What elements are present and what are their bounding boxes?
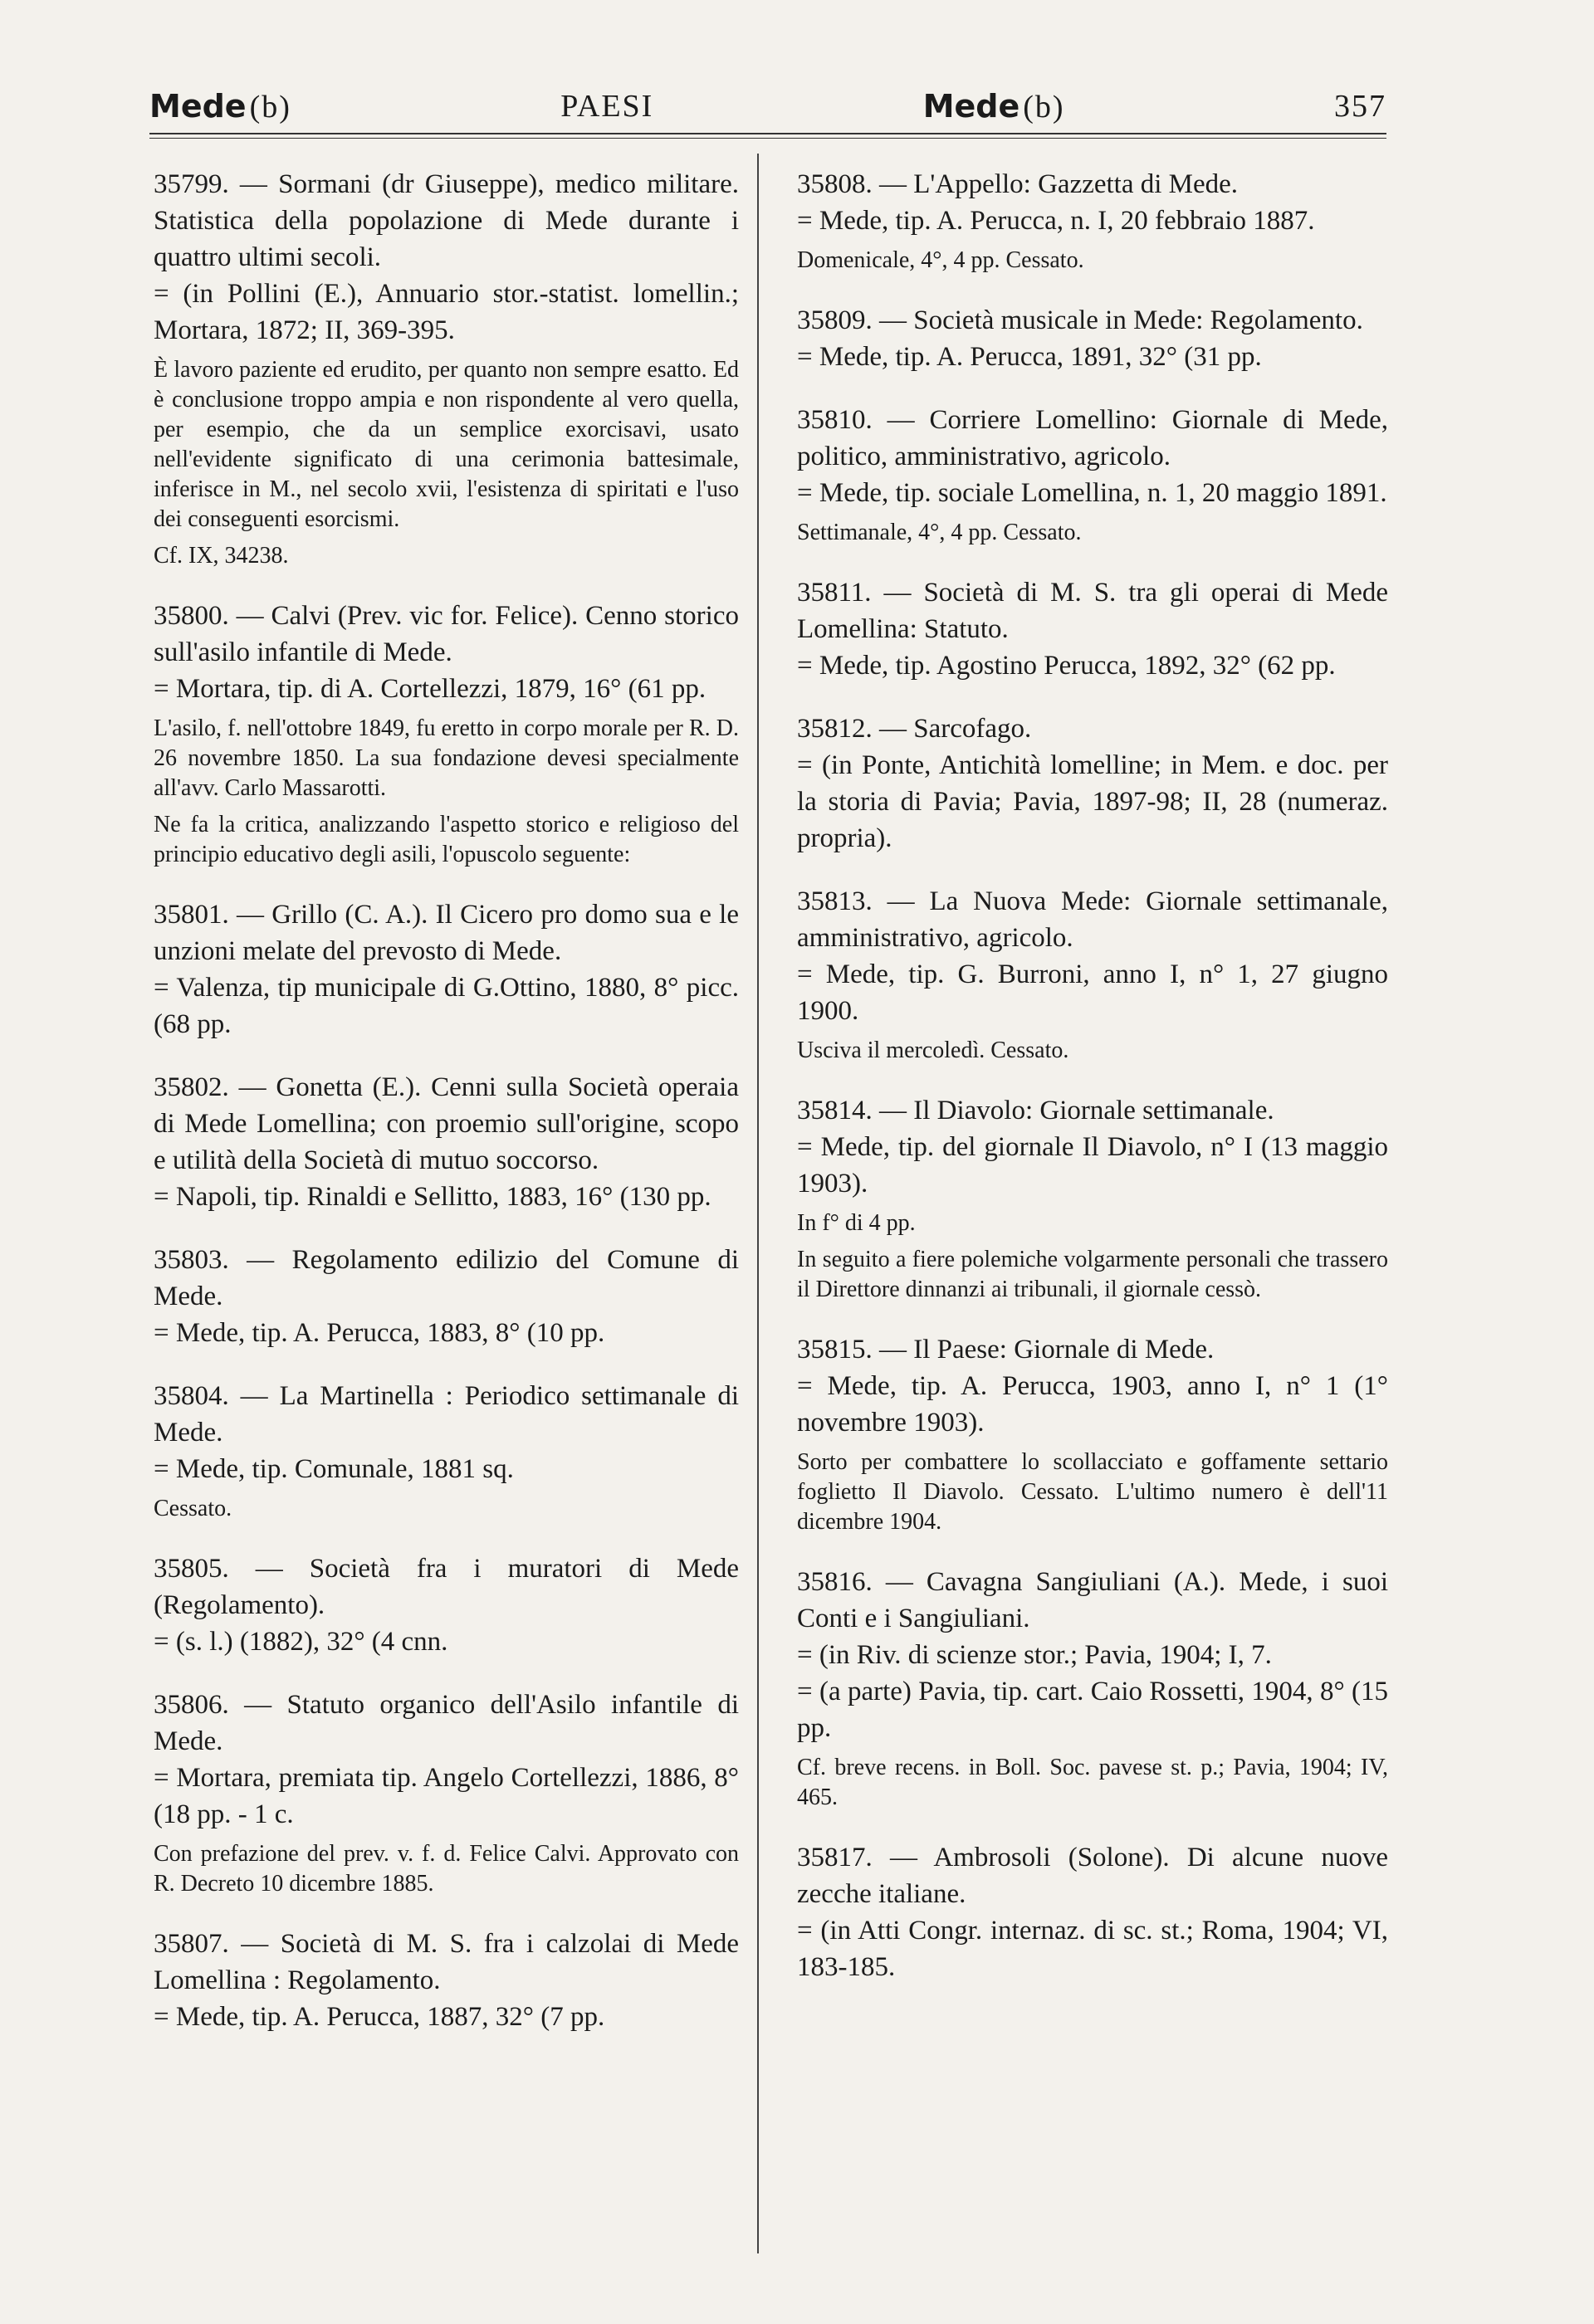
entry-heading: 35811. — Società di M. S. tra gli operai di Mede Lomellina: Statuto.	[797, 578, 1388, 644]
entry-heading: 35801. — Grillo (C. A.). Il Cicero pro domo sua e le unzioni melate del prevosto di Mede.	[154, 900, 739, 966]
bibliography-entry	[797, 1839, 1388, 1985]
entry-note: Settimanale, 4°, 4 pp. Cessato.	[797, 520, 1082, 545]
entry-heading: 35804. — La Martinella : Periodico settimanale di Mede.	[154, 1381, 739, 1448]
header-right-title: Mede	[922, 87, 1020, 124]
left-column	[154, 166, 739, 2062]
bibliography-entry	[797, 883, 1388, 1066]
bibliography-entry	[797, 574, 1388, 684]
bibliography-entry	[797, 402, 1388, 548]
entry-note: Sorto per combattere lo scollacciato e goffamente settario foglietto Il Diavolo. Cessato. L'ultimo numero è dell'11 dicembre 1904.	[797, 1449, 1388, 1535]
entry-imprint: = (in Pollini (E.), Annuario stor.-statist. lomellin.; Mortara, 1872; II, 369-395.	[154, 279, 739, 345]
header-right-sub: (b)	[1023, 89, 1065, 124]
bibliography-entry	[154, 896, 739, 1042]
entry-heading: 35799. — Sormani (dr Giuseppe), medico militare. Statistica della popolazione di Mede durante i quattro ultimi secoli.	[154, 169, 739, 272]
page-header	[149, 83, 1386, 129]
header-rule	[149, 133, 1386, 139]
bibliography-entry	[154, 1378, 739, 1524]
entry-heading: 35800. — Calvi (Prev. vic for. Felice). Cenno storico sull'asilo infantile di Mede.	[154, 601, 739, 667]
entry-note: Cessato.	[154, 1496, 232, 1521]
entry-imprint: = (in Atti Congr. internaz. di sc. st.; Roma, 1904; VI, 183-185.	[797, 1916, 1388, 1982]
bibliography-entry	[797, 1564, 1388, 1813]
entry-heading: 35810. — Corriere Lomellino: Giornale di Mede, politico, amministrativo, agricolo.	[797, 405, 1388, 471]
entry-heading: 35802. — Gonetta (E.). Cenni sulla Società operaia di Mede Lomellina; con proemio sull'origine, scopo e utilità della Società di mutuo soccorso.	[154, 1072, 739, 1175]
bibliography-entry	[154, 166, 739, 571]
page-number: 357	[1333, 89, 1386, 124]
entry-heading: 35809. — Società musicale in Mede: Regolamento.	[797, 305, 1363, 335]
entry-imprint: = Napoli, tip. Rinaldi e Sellitto, 1883, 16° (130 pp.	[154, 1182, 711, 1212]
bibliography-entry	[154, 598, 739, 870]
column-divider	[757, 154, 759, 2253]
entry-imprint: = Mede, tip. A. Perucca, 1903, anno I, n° 1 (1° novembre 1903).	[797, 1371, 1388, 1438]
entry-note: Domenicale, 4°, 4 pp. Cessato.	[797, 247, 1084, 273]
header-right	[923, 88, 1065, 125]
header-center: PAESI	[560, 89, 654, 124]
entry-heading: 35817. — Ambrosoli (Solone). Di alcune nuove zecche italiane.	[797, 1843, 1388, 1909]
entry-imprint: = Mede, tip. sociale Lomellina, n. 1, 20 maggio 1891.	[797, 478, 1387, 508]
entry-heading: 35815. — Il Paese: Giornale di Mede.	[797, 1335, 1215, 1365]
entry-imprint: = Mede, tip. A. Perucca, n. I, 20 febbraio 1887.	[797, 206, 1315, 236]
bibliography-entry	[154, 1550, 739, 1660]
entry-note: L'asilo, f. nell'ottobre 1849, fu eretto in corpo morale per R. D. 26 novembre 1850. La sua fondazione devesi specialmente all'avv. Carlo Massarotti.	[154, 715, 739, 801]
entry-imprint: = Mede, tip. Agostino Perucca, 1892, 32° (62 pp.	[797, 651, 1336, 681]
entry-imprint: = (in Ponte, Antichità lomelline; in Mem. e doc. per la storia di Pavia; Pavia, 1897-98; II, 28 (numeraz. propria).	[797, 750, 1388, 853]
entry-heading: 35812. — Sarcofago.	[797, 714, 1032, 744]
bibliography-entry	[154, 1926, 739, 2035]
header-left-sub: (b)	[249, 89, 291, 124]
entry-heading: 35816. — Cavagna Sangiuliani (A.). Mede, i suoi Conti e i Sangiuliani.	[797, 1567, 1388, 1633]
bibliography-entry	[154, 1242, 739, 1351]
header-left-title: Mede	[149, 87, 247, 124]
entry-heading: 35813. — La Nuova Mede: Giornale settimanale, amministrativo, agricolo.	[797, 886, 1388, 953]
bibliography-entry	[797, 166, 1388, 276]
entry-imprint: = Mede, tip. A. Perucca, 1883, 8° (10 pp.	[154, 1318, 605, 1348]
entry-imprint: = Mede, tip. G. Burroni, anno I, n° 1, 27 giugno 1900.	[797, 959, 1388, 1026]
bibliography-entry	[797, 1092, 1388, 1305]
bibliography-entry	[797, 1331, 1388, 1537]
entry-note: In seguito a fiere polemiche volgarmente personali che trassero il Direttore dinnanzi ai tribunali, il giornale cessò.	[797, 1247, 1388, 1302]
entry-heading: 35806. — Statuto organico dell'Asilo infantile di Mede.	[154, 1690, 739, 1756]
entry-note: Ne fa la critica, analizzando l'aspetto storico e religioso del principio educativo degli asili, l'opuscolo seguente:	[154, 812, 739, 867]
entry-heading: 35807. — Società di M. S. fra i calzolai di Mede Lomellina : Regolamento.	[154, 1929, 739, 1995]
entry-note: Usciva il mercoledì. Cessato.	[797, 1038, 1069, 1063]
entry-heading: 35805. — Società fra i muratori di Mede (Regolamento).	[154, 1554, 739, 1620]
entry-note: Con prefazione del prev. v. f. d. Felice Calvi. Approvato con R. Decreto 10 dicembre 1885.	[154, 1841, 739, 1897]
entry-imprint: = (s. l.) (1882), 32° (4 cnn.	[154, 1627, 448, 1657]
entry-note: È lavoro paziente ed erudito, per quanto non sempre esatto. Ed è conclusione troppo ampia e non rispondente al vero quella, per esempio, che da un semplice exorcisavi, usato nell'evidente significato di una cerimonia battesimale, inferisce in M., nel secolo xvii, l'esistenza di spiritati e l'uso dei conseguenti esorcismi.	[154, 357, 739, 532]
entry-note: Cf. IX, 34238.	[154, 543, 289, 569]
entry-heading: 35808. — L'Appello: Gazzetta di Mede.	[797, 169, 1239, 199]
bibliography-entry	[797, 302, 1388, 375]
bibliography-entry	[154, 1687, 739, 1899]
bibliography-entry	[154, 1069, 739, 1215]
entry-imprint: = Valenza, tip municipale di G.Ottino, 1880, 8° picc. (68 pp.	[154, 973, 739, 1039]
entry-imprint: = Mede, tip. A. Perucca, 1887, 32° (7 pp.	[154, 2002, 605, 2032]
entry-imprint: = Mede, tip. del giornale Il Diavolo, n° I (13 maggio 1903).	[797, 1132, 1388, 1199]
entry-imprint: = Mede, tip. Comunale, 1881 sq.	[154, 1454, 514, 1484]
bibliography-entry	[797, 710, 1388, 857]
right-column	[797, 166, 1388, 2012]
entry-note: In f° di 4 pp.	[797, 1210, 916, 1236]
header-left	[149, 88, 291, 125]
entry-imprint: = (a parte) Pavia, tip. cart. Caio Rossetti, 1904, 8° (15 pp.	[797, 1677, 1388, 1743]
entry-heading: 35803. — Regolamento edilizio del Comune di Mede.	[154, 1245, 739, 1311]
entry-imprint: = Mortara, tip. di A. Cortellezzi, 1879, 16° (61 pp.	[154, 674, 707, 704]
entry-imprint: = Mortara, premiata tip. Angelo Cortellezzi, 1886, 8° (18 pp. - 1 c.	[154, 1763, 739, 1829]
entry-imprint: = (in Riv. di scienze stor.; Pavia, 1904; I, 7.	[797, 1640, 1272, 1670]
entry-imprint: = Mede, tip. A. Perucca, 1891, 32° (31 pp.	[797, 342, 1262, 372]
entry-note: Cf. breve recens. in Boll. Soc. pavese st. p.; Pavia, 1904; IV, 465.	[797, 1755, 1388, 1810]
entry-heading: 35814. — Il Diavolo: Giornale settimanale.	[797, 1096, 1274, 1125]
